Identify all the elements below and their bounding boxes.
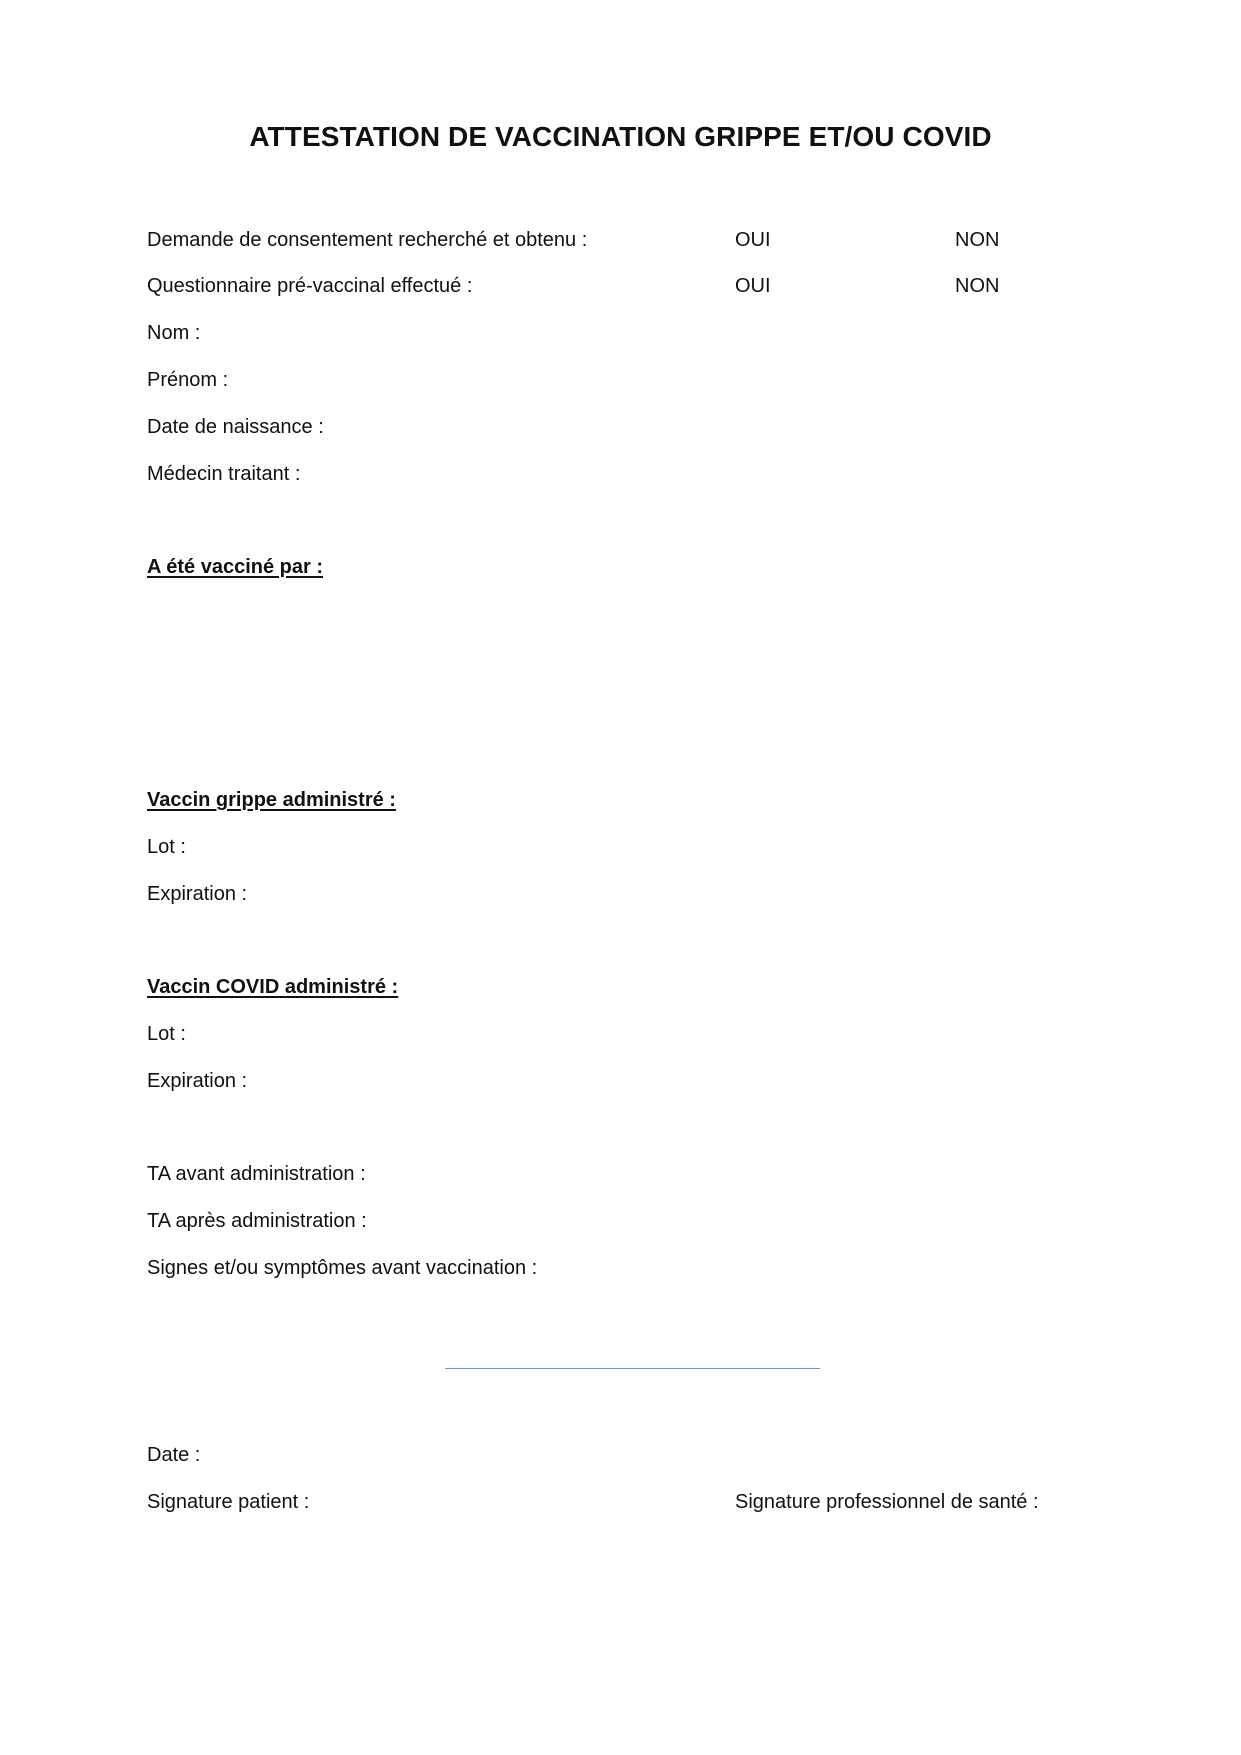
patient-signature-field[interactable]: Signature patient : [147, 1491, 310, 1513]
flu-vaccine-heading: Vaccin grippe administré : [147, 789, 396, 811]
professional-signature-field[interactable]: Signature professionnel de santé : [735, 1491, 1039, 1513]
consent-label: Demande de consentement recherché et obtenu : [147, 229, 588, 251]
birth-date-field[interactable]: Date de naissance : [147, 416, 324, 438]
questionnaire-label: Questionnaire pré-vaccinal effectué : [147, 275, 473, 297]
first-name-field[interactable]: Prénom : [147, 369, 229, 391]
bp-after-field[interactable]: TA après administration : [147, 1210, 367, 1232]
questionnaire-yes-option[interactable]: OUI [735, 275, 771, 297]
bp-before-field[interactable]: TA avant administration : [147, 1163, 366, 1185]
section-divider [445, 1368, 820, 1369]
consent-no-option[interactable]: NON [955, 229, 1000, 251]
vaccinated-by-heading: A été vacciné par : [147, 556, 324, 578]
covid-lot-field[interactable]: Lot : [147, 1023, 186, 1045]
flu-lot-field[interactable]: Lot : [147, 836, 186, 858]
consent-yes-option[interactable]: OUI [735, 229, 771, 251]
doctor-field[interactable]: Médecin traitant : [147, 463, 301, 485]
page-title: ATTESTATION DE VACCINATION GRIPPE ET/OU COVID [249, 121, 992, 152]
questionnaire-no-option[interactable]: NON [955, 275, 1000, 297]
symptoms-field[interactable]: Signes et/ou symptômes avant vaccination : [147, 1257, 538, 1279]
date-field[interactable]: Date : [147, 1444, 201, 1466]
flu-expiration-field[interactable]: Expiration : [147, 883, 248, 905]
covid-vaccine-heading: Vaccin COVID administré : [147, 976, 399, 998]
covid-expiration-field[interactable]: Expiration : [147, 1070, 248, 1092]
last-name-field[interactable]: Nom : [147, 322, 201, 344]
